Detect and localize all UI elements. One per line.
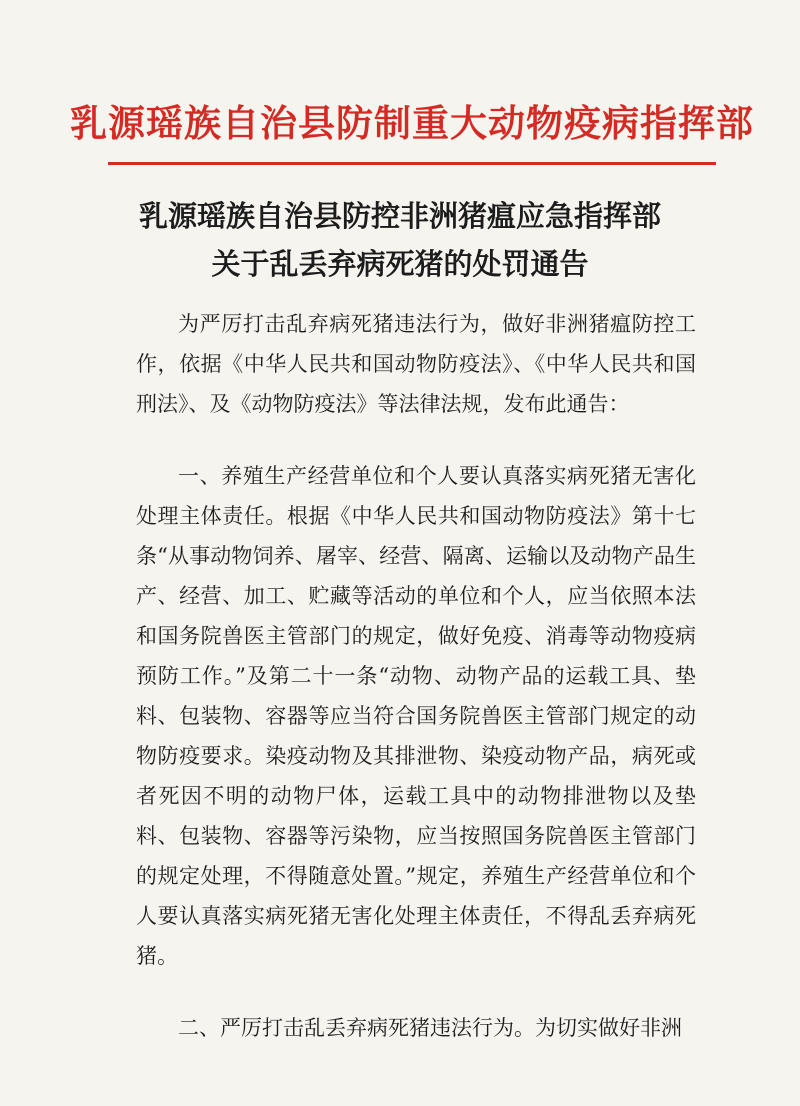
document-title-line-2: 关于乱丢弃病死猪的处罚通告 [211, 247, 589, 281]
document-title-line-1: 乳源瑶族自治县防控非洲猪瘟应急指挥部 [138, 199, 661, 233]
document-body [136, 304, 696, 1048]
clause-two-paragraph: 二、严厉打击乱丢弃病死猪违法行为。为切实做好非洲 [178, 1016, 682, 1040]
org-header-title: 乳源瑶族自治县防制重大动物疫病指挥部 [70, 101, 754, 145]
intro-paragraph: 为严厉打击乱弃病死猪违法行为，做好非洲猪瘟防控工作，依据《中华人民共和国动物防疫法》、《中华人民共和国刑法》、及《动物防疫法》等法律法规，发布此通告： [136, 312, 696, 416]
red-header-rule [108, 162, 716, 165]
clause-one-paragraph: 一、养殖生产经营单位和个人要认真落实病死猪无害化处理主体责任。根据《中华人民共和国动物防疫法》第十七条“从事动物饲养、屠宰、经营、隔离、运输以及动物产品生产、经营、加工、贮藏等活动的单位和个人，应当依照本法和国务院兽医主管部门的规定，做好免疫、消毒等动物疫病预防工作。”及第二十一条“动物、动物产品的运载工具、垫料、包装物、容器等应当符合国务院兽医主管部门规定的动物防疫要求。染疫动物及其排泄物、染疫动物产品，病死或者死因不明的动物尸体，运载工具中的动物排泄物以及垫料、包装物、容器等污染物，应当按照国务院兽医主管部门的规定处理，不得随意处置。”规定，养殖生产经营单位和个人要认真落实病死猪无害化处理主体责任，不得乱丢弃病死猪。 [136, 464, 696, 968]
